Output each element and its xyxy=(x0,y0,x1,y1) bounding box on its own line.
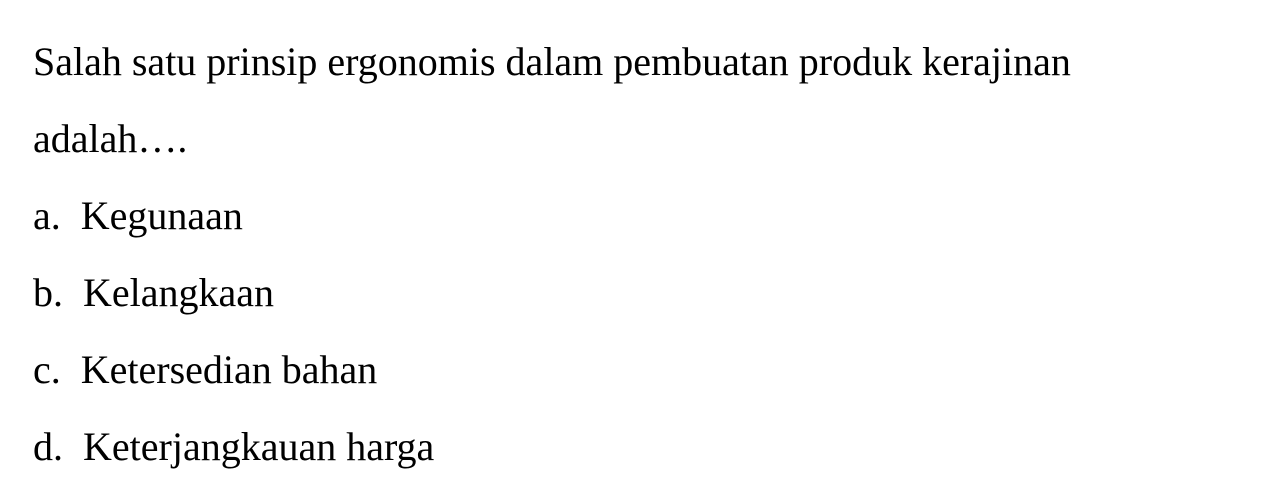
option-a-marker: a. xyxy=(33,193,71,238)
option-d-text: Keterjangkauan harga xyxy=(83,424,435,469)
option-c-text: Ketersedian bahan xyxy=(80,347,378,392)
option-d-marker: d. xyxy=(33,424,73,469)
option-b-marker: b. xyxy=(33,270,73,315)
option-c xyxy=(33,347,378,392)
option-a-text: Kegunaan xyxy=(80,193,243,238)
option-a xyxy=(33,193,243,238)
option-d xyxy=(33,424,435,469)
option-b xyxy=(33,270,275,315)
option-c-marker: c. xyxy=(33,347,71,392)
question-text-line-1: Salah satu prinsip ergonomis dalam pembuatan produk kerajinan xyxy=(33,39,1071,84)
option-b-text: Kelangkaan xyxy=(83,270,275,315)
question-text-line-2: adalah…. xyxy=(33,116,188,161)
